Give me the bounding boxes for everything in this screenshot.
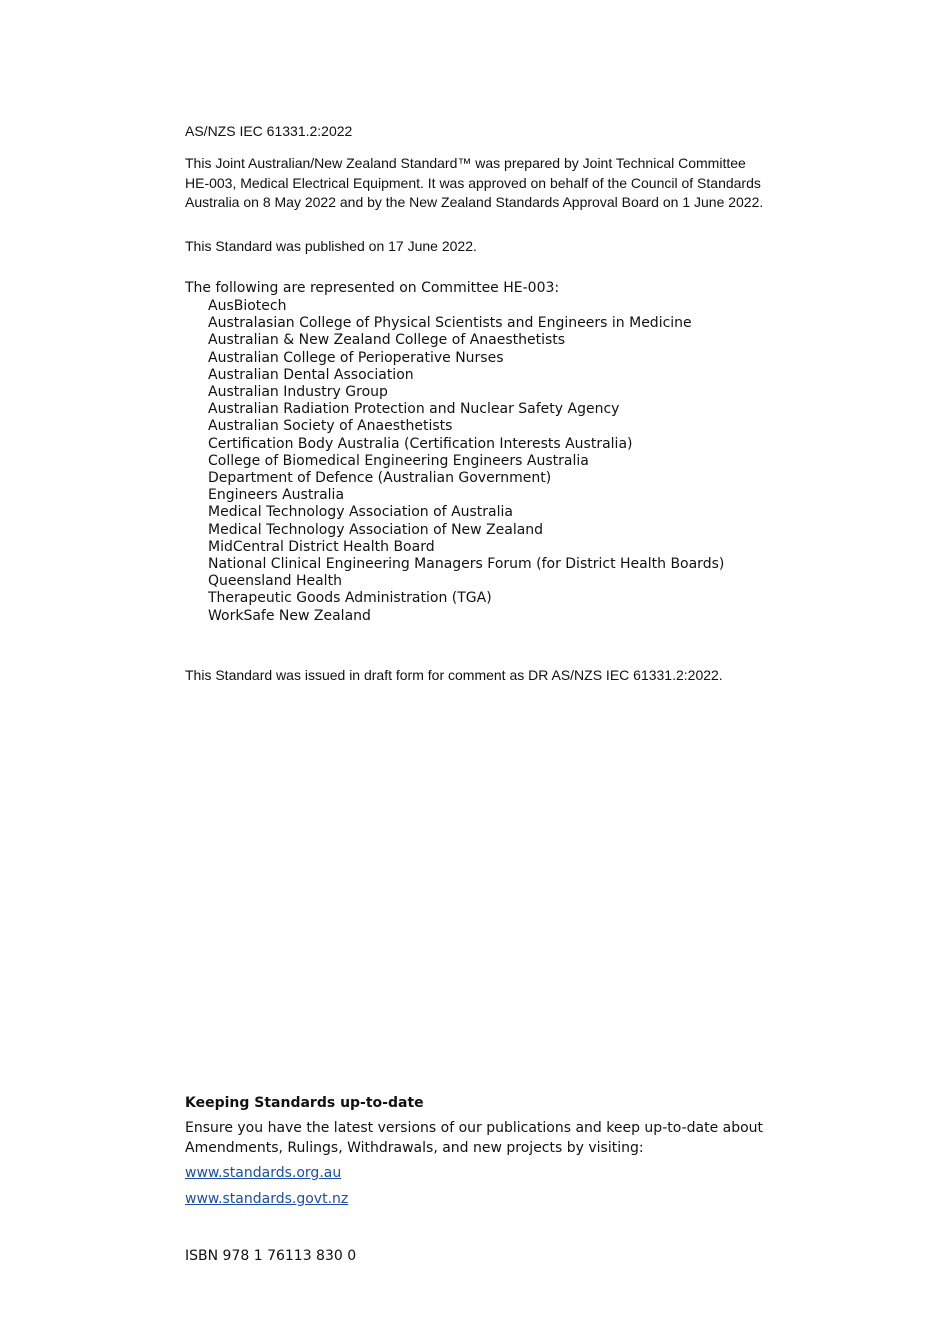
draft-note: This Standard was issued in draft form for comment as DR AS/NZS IEC 61331.2:2022.	[185, 667, 723, 683]
standards-nz-link[interactable]: www.standards.govt.nz	[185, 1191, 349, 1207]
committee-member: MidCentral District Health Board	[208, 538, 435, 555]
committee-member: College of Biomedical Engineering Engineers Australia	[208, 452, 589, 469]
document-identifier: AS/NZS IEC 61331.2:2022	[185, 123, 353, 139]
committee-member-list	[208, 298, 724, 625]
committee-member: Certification Body Australia (Certification Interests Australia)	[208, 435, 633, 452]
committee-heading: The following are represented on Committee HE-003:	[185, 280, 560, 296]
committee-member: WorkSafe New Zealand	[208, 607, 371, 624]
standards-au-link[interactable]: www.standards.org.au	[185, 1165, 342, 1181]
committee-member: AusBiotech	[208, 298, 287, 314]
committee-member: Australian Radiation Protection and Nuclear Safety Agency	[208, 401, 620, 418]
committee-member: Australian Society of Anaesthetists	[208, 418, 453, 435]
committee-member: Australian Dental Association	[208, 366, 414, 383]
keeping-standards-heading: Keeping Standards up-to-date	[185, 1095, 424, 1111]
committee-member: Australian College of Perioperative Nurses	[208, 349, 504, 366]
committee-member: Therapeutic Goods Administration (TGA)	[208, 590, 492, 607]
committee-member: Australasian College of Physical Scientists and Engineers in Medicine	[208, 315, 692, 332]
publication-date-text: This Standard was published on 17 June 2022.	[185, 238, 477, 254]
keeping-standards-paragraph: Ensure you have the latest versions of our publications and keep up-to-date about Amendments, Rulings, Withdrawals, and new projects by visiting:	[185, 1120, 764, 1156]
committee-member: Australian & New Zealand College of Anaesthetists	[208, 332, 566, 349]
preparation-paragraph: This Joint Australian/New Zealand Standard™ was prepared by Joint Technical Committee HE-003, Medical Electrical Equipment. It was approved on behalf of the Council of Standards Australia on 8 May 2022 and by the New Zealand Standards Approval Board on 1 June 2022.	[185, 155, 764, 210]
committee-member: National Clinical Engineering Managers Forum (for District Health Boards)	[208, 556, 725, 573]
committee-member: Queensland Health	[208, 573, 342, 590]
committee-member: Medical Technology Association of New Zealand	[208, 521, 544, 538]
committee-member: Australian Industry Group	[208, 384, 388, 401]
committee-member: Medical Technology Association of Australia	[208, 504, 513, 521]
isbn-text: ISBN 978 1 76113 830 0	[185, 1248, 357, 1264]
committee-member: Department of Defence (Australian Government)	[208, 470, 552, 487]
committee-member: Engineers Australia	[208, 487, 345, 504]
